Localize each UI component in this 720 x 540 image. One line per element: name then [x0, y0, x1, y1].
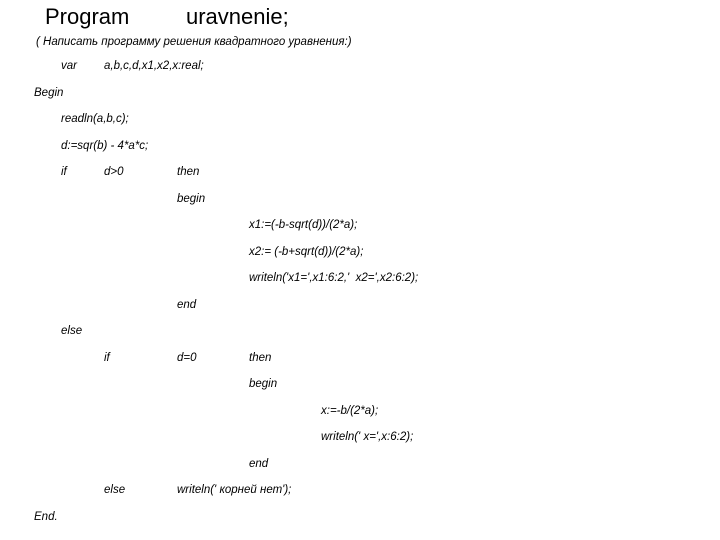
else2-keyword: else: [104, 484, 126, 496]
var-declaration: a,b,c,d,x1,x2,x:real;: [104, 60, 204, 72]
discriminant-statement: d:=sqr(b) - 4*a*c;: [61, 140, 149, 152]
if1-keyword: if: [61, 166, 67, 178]
then1-keyword: then: [177, 166, 200, 178]
writeln-x1-x2: writeln('x1=',x1:6:2,' x2=',x2:6:2);: [249, 272, 419, 284]
task-comment: ( Написать программу решения квадратного уравнения:): [36, 36, 352, 48]
x1-assignment: x1:=(-b-sqrt(d))/(2*a);: [249, 219, 358, 231]
begin-main: Begin: [34, 87, 64, 99]
if2-keyword: if: [104, 352, 110, 364]
end2-keyword: end: [249, 458, 269, 470]
writeln-x: writeln(' x=',x:6:2);: [321, 431, 414, 443]
end-main: End.: [34, 511, 58, 523]
x-assignment: x:=-b/(2*a);: [321, 405, 379, 417]
then2-keyword: then: [249, 352, 272, 364]
writeln-no-roots: writeln(' корней нет');: [177, 484, 292, 496]
readln-statement: readln(a,b,c);: [61, 113, 129, 125]
program-title-keyword: Program: [45, 4, 130, 29]
x2-assignment: x2:= (-b+sqrt(d))/(2*a);: [249, 246, 364, 258]
var-keyword: var: [61, 60, 77, 72]
begin2-keyword: begin: [249, 378, 278, 390]
else1-keyword: else: [61, 325, 83, 337]
if1-condition: d>0: [104, 166, 124, 178]
program-title-name: uravnenie;: [186, 4, 289, 29]
if2-condition: d=0: [177, 352, 197, 364]
begin1-keyword: begin: [177, 193, 206, 205]
end1-keyword: end: [177, 299, 197, 311]
